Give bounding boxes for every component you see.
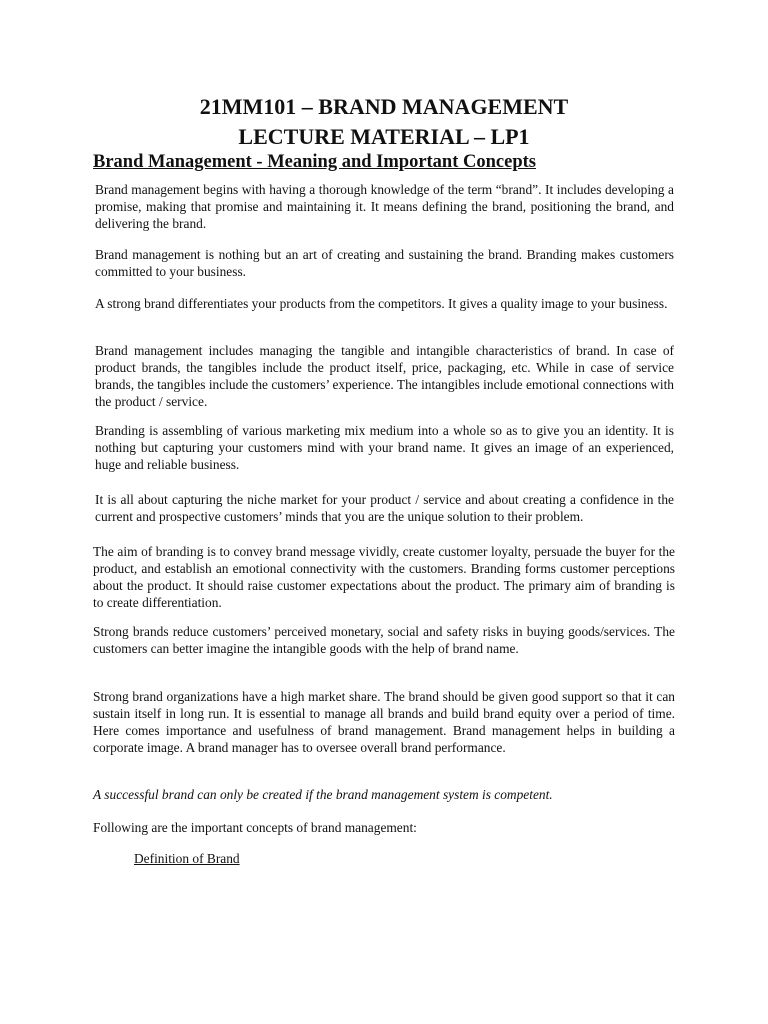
paragraph-10-italic: A successful brand can only be created if the brand management system is competent. [93, 787, 553, 802]
paragraph-9: Strong brand organizations have a high market share. The brand should be given good support so that it can sustain itself in long run. It is essential to manage all brands and build brand equity over a period of time. Here comes importance and usefulness of brand management. Brand management helps in building a corporate image. A brand manager has to oversee overall brand performance. [93, 689, 675, 755]
paragraph-8: Strong brands reduce customers’ perceived monetary, social and safety risks in buying goods/services. The customers can better imagine the intangible goods with the help of brand name. [93, 624, 675, 656]
document-title-line2: LECTURE MATERIAL – LP1 [238, 124, 530, 149]
paragraph-11: Following are the important concepts of brand management: [93, 820, 417, 835]
paragraph-4: Brand management includes managing the tangible and intangible characteristics of brand. In case of product brands, the tangibles include the product itself, price, packaging, etc. While in case of service brands, the tangibles include the customers’ experience. The intangibles include emotional connections with the product / service. [95, 343, 674, 409]
paragraph-6: It is all about capturing the niche market for your product / service and about creating a confidence in the current and prospective customers’ minds that you are the unique solution to their problem. [95, 492, 674, 524]
paragraph-5: Branding is assembling of various marketing mix medium into a whole so as to give you an identity. It is nothing but capturing your customers mind with your brand name. It gives an image of an experienced, huge and reliable business. [95, 423, 674, 472]
paragraph-1: Brand management begins with having a thorough knowledge of the term “brand”. It includes developing a promise, making that promise and maintaining it. It means defining the brand, positioning the brand, and delivering the brand. [95, 182, 674, 231]
paragraph-3: A strong brand differentiates your products from the competitors. It gives a quality image to your business. [95, 296, 668, 311]
document-title-line1: 21MM101 – BRAND MANAGEMENT [199, 94, 569, 119]
subheading-definition-of-brand: Definition of Brand [134, 851, 240, 866]
paragraph-7: The aim of branding is to convey brand message vividly, create customer loyalty, persuade the buyer for the product, and establish an emotional connectivity with the customers. Branding forms customer perceptions about the product. It should raise customer expectations about the product. The primary aim of branding is to create differentiation. [93, 544, 675, 610]
paragraph-2: Brand management is nothing but an art of creating and sustaining the brand. Branding makes customers committed to your business. [95, 247, 674, 279]
section-heading: Brand Management - Meaning and Important Concepts [93, 152, 536, 172]
